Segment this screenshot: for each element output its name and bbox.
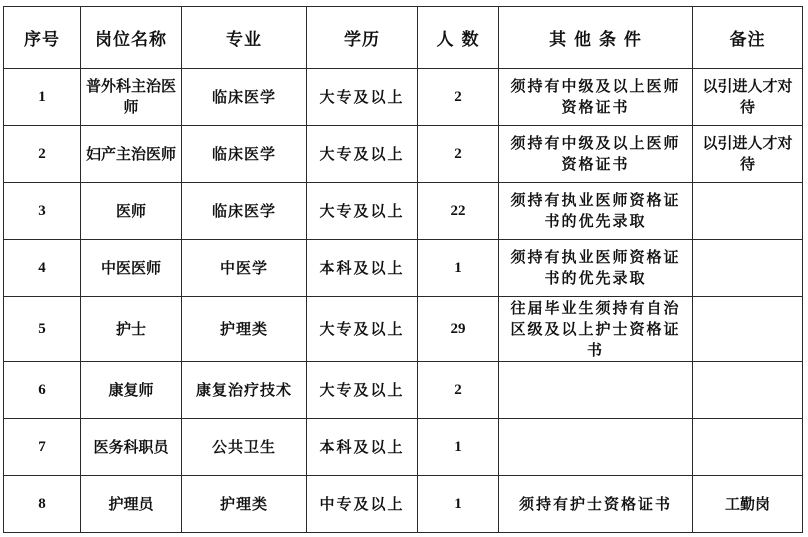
- cell-conditions: [499, 419, 693, 476]
- cell-education: 大专及以上: [307, 126, 418, 183]
- cell-count: 2: [418, 126, 499, 183]
- cell-remarks: 工勤岗: [693, 476, 803, 533]
- table-row: [4, 476, 803, 533]
- cell-position: 康复师: [81, 362, 182, 419]
- cell-seq: 6: [4, 362, 81, 419]
- cell-major: 临床医学: [182, 183, 307, 240]
- cell-conditions: 须持有执业医师资格证书的优先录取: [499, 240, 693, 297]
- recruitment-table: [3, 6, 803, 533]
- header-count: 人 数: [418, 7, 499, 69]
- header-major: 专业: [182, 7, 307, 69]
- table-header-row: [4, 7, 803, 69]
- cell-conditions: 须持有中级及以上医师资格证书: [499, 69, 693, 126]
- cell-count: 1: [418, 240, 499, 297]
- cell-remarks: 以引进人才对待: [693, 69, 803, 126]
- cell-count: 2: [418, 362, 499, 419]
- header-education: 学历: [307, 7, 418, 69]
- header-remarks: 备注: [693, 7, 803, 69]
- cell-seq: 5: [4, 297, 81, 362]
- table-row: [4, 362, 803, 419]
- table-row: [4, 297, 803, 362]
- cell-education: 本科及以上: [307, 240, 418, 297]
- cell-major: 护理类: [182, 297, 307, 362]
- cell-conditions: 须持有护士资格证书: [499, 476, 693, 533]
- cell-count: 29: [418, 297, 499, 362]
- cell-remarks: [693, 183, 803, 240]
- cell-major: 中医学: [182, 240, 307, 297]
- cell-education: 中专及以上: [307, 476, 418, 533]
- cell-education: 大专及以上: [307, 362, 418, 419]
- table-row: [4, 419, 803, 476]
- table-row: [4, 126, 803, 183]
- cell-remarks: 以引进人才对待: [693, 126, 803, 183]
- header-seq: 序号: [4, 7, 81, 69]
- cell-count: 2: [418, 69, 499, 126]
- table-row: [4, 69, 803, 126]
- cell-seq: 7: [4, 419, 81, 476]
- cell-conditions: 须持有中级及以上医师资格证书: [499, 126, 693, 183]
- cell-education: 大专及以上: [307, 297, 418, 362]
- cell-education: 大专及以上: [307, 183, 418, 240]
- cell-seq: 4: [4, 240, 81, 297]
- cell-position: 普外科主治医师: [81, 69, 182, 126]
- header-conditions: 其 他 条 件: [499, 7, 693, 69]
- cell-remarks: [693, 362, 803, 419]
- header-position: 岗位名称: [81, 7, 182, 69]
- cell-seq: 3: [4, 183, 81, 240]
- cell-conditions: 往届毕业生须持有自治区级及以上护士资格证书: [499, 297, 693, 362]
- cell-position: 护理员: [81, 476, 182, 533]
- table-row: [4, 183, 803, 240]
- cell-position: 妇产主治医师: [81, 126, 182, 183]
- cell-position: 中医医师: [81, 240, 182, 297]
- cell-conditions: [499, 362, 693, 419]
- table-row: [4, 240, 803, 297]
- cell-conditions: 须持有执业医师资格证书的优先录取: [499, 183, 693, 240]
- cell-major: 临床医学: [182, 69, 307, 126]
- cell-count: 22: [418, 183, 499, 240]
- cell-major: 康复治疗技术: [182, 362, 307, 419]
- cell-seq: 1: [4, 69, 81, 126]
- cell-major: 临床医学: [182, 126, 307, 183]
- cell-education: 本科及以上: [307, 419, 418, 476]
- cell-remarks: [693, 419, 803, 476]
- cell-position: 医师: [81, 183, 182, 240]
- cell-major: 护理类: [182, 476, 307, 533]
- cell-count: 1: [418, 476, 499, 533]
- cell-remarks: [693, 297, 803, 362]
- cell-major: 公共卫生: [182, 419, 307, 476]
- cell-remarks: [693, 240, 803, 297]
- cell-seq: 2: [4, 126, 81, 183]
- cell-education: 大专及以上: [307, 69, 418, 126]
- cell-position: 医务科职员: [81, 419, 182, 476]
- cell-position: 护士: [81, 297, 182, 362]
- cell-count: 1: [418, 419, 499, 476]
- cell-seq: 8: [4, 476, 81, 533]
